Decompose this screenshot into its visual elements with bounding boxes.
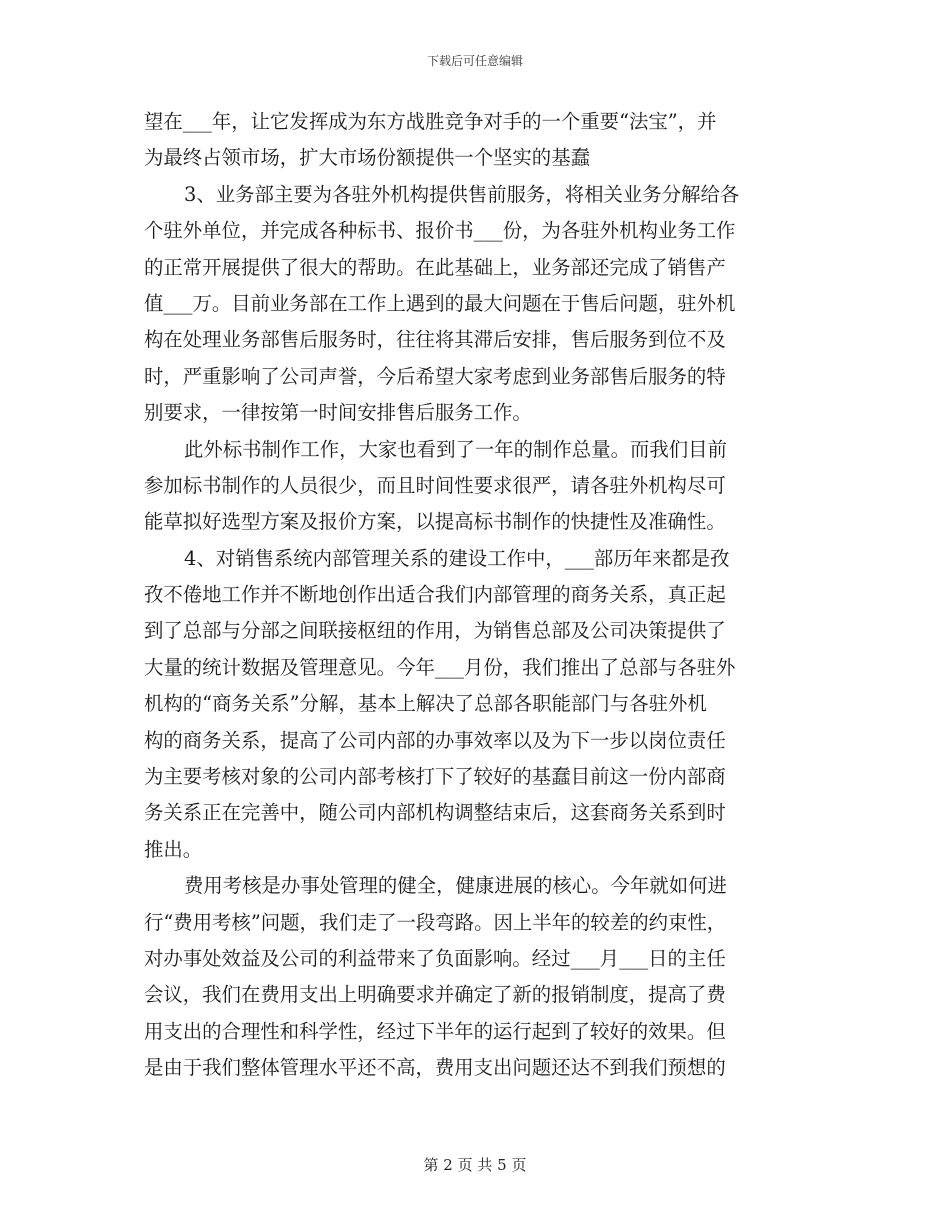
text-line: 的正常开展提供了很大的帮助。在此基础上，业务部还完成了销售产: [144, 255, 726, 279]
page-header-note: 下载后可任意编辑: [426, 54, 523, 68]
text-line: 大量的统计数据及管理意见。今年___月份，我们推出了总部与各驻外: [144, 655, 736, 679]
text-line: 别要求，一律按第一时间安排售后服务工作。: [144, 401, 532, 425]
paragraph-start-line: 3、业务部主要为各驻外机构提供售前服务，将相关业务分解给各: [184, 182, 740, 206]
paragraph-start-line: 此外标书制作工作，大家也看到了一年的制作总量。而我们目前: [184, 437, 727, 461]
text-line: 望在___年，让它发挥成为东方战胜竞争对手的一个重要“法宝”，并: [144, 110, 717, 133]
paragraph-start-line: 4、对销售系统内部管理关系的建设工作中，___部历年来都是孜: [184, 546, 730, 570]
text-line: 机构的“商务关系”分解，基本上解决了总部各职能部门与各驻外机: [144, 692, 707, 716]
text-line: 务关系正在完善中，随公司内部机构调整结束后，这套商务关系到时: [144, 801, 726, 825]
text-line: 行“费用考核”问题，我们走了一段弯路。因上半年的较差的约束性，: [144, 910, 727, 934]
text-line: 对办事处效益及公司的利益带来了负面影响。经过___月___日的主任: [144, 946, 726, 970]
paragraph-start-line: 费用考核是办事处管理的健全，健康进展的核心。今年就如何进: [184, 874, 727, 898]
text-line: 个驻外单位，并完成各种标书、报价书___份，为各驻外机构业务工作: [144, 219, 736, 243]
text-line: 时，严重影响了公司声誉，今后希望大家考虑到业务部售后服务的特: [144, 364, 726, 388]
text-line: 能草拟好选型方案及报价方案，以提高标书制作的快捷性及准确性。: [144, 510, 726, 534]
text-line: 为最终占领市场，扩大市场份额提供一个坚实的基蠢: [144, 146, 590, 170]
text-line: 值___万。目前业务部在工作上遇到的最大问题在于售后问题，驻外机: [144, 291, 736, 315]
text-line: 会议，我们在费用支出上明确要求并确定了新的报销制度，提高了费: [144, 983, 726, 1007]
text-line: 构在处理业务部售后服务时，往往将其滞后安排，售后服务到位不及: [144, 328, 726, 352]
text-line: 构的商务关系，提高了公司内部的办事效率以及为下一步以岗位责任: [144, 728, 726, 752]
text-line: 用支出的合理性和科学性，经过下半年的运行起到了较好的效果。但: [144, 1019, 726, 1043]
page-number: 第 2 页 共 5 页: [423, 1156, 527, 1174]
text-line: 是由于我们整体管理水平还不高，费用支出问题还达不到我们预想的: [144, 1056, 726, 1080]
document-body: [144, 104, 808, 1087]
text-line: 参加标书制作的人员很少，而且时间性要求很严，请各驻外机构尽可: [144, 473, 726, 497]
text-line: 推出。: [144, 837, 203, 861]
text-line: 到了总部与分部之间联接枢纽的作用，为销售总部及公司决策提供了: [144, 619, 726, 643]
text-line: 孜不倦地工作并不断地创作出适合我们内部管理的商务关系，真正起: [144, 583, 726, 607]
text-line: 为主要考核对象的公司内部考核打下了较好的基蠢目前这一份内部商: [144, 765, 726, 789]
